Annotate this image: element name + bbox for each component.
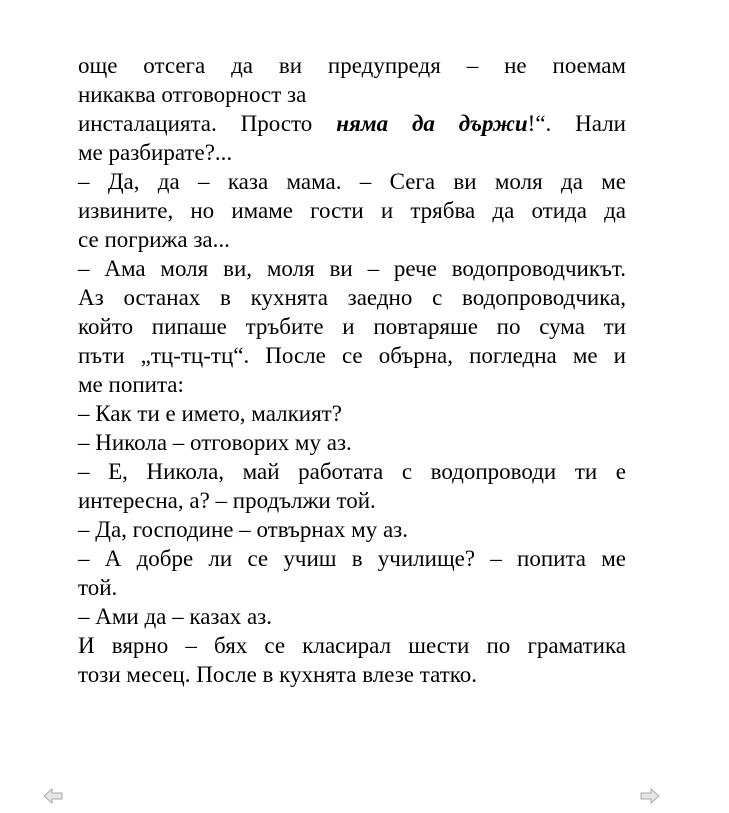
text-line-21: И вярно – бях се класирал шести по граматика [78, 633, 626, 658]
text-line-8: – Ама моля ви, моля ви – рече водопроводчикът. [78, 256, 626, 281]
text-line-6: извините, но имаме гости и трябва да отида да [78, 198, 626, 223]
text-line-20: – Ами да – казах аз. [78, 604, 273, 629]
text-line-12: ме попита: [78, 372, 184, 397]
text-line-4: ме разбирате?... [78, 140, 233, 165]
arrow-left-icon [43, 787, 63, 805]
text-line-5: – Да, да – каза мама. – Сега ви моля да ме [78, 169, 626, 194]
arrow-right-icon [640, 787, 660, 805]
text-line-1: още отсега да ви предупредя – не поемам [78, 53, 626, 78]
text-line-22: този месец. После в кухнята влезе татко. [78, 662, 478, 687]
text-line-3-start: инсталацията. Просто [78, 111, 337, 136]
text-line-18: – А добре ли се учиш в училище? – попита ме [78, 546, 626, 571]
text-line-3-end: !“. Нали [527, 111, 626, 136]
text-line-15: – Е, Никола, май работата с водопроводи ти е [78, 459, 626, 484]
previous-page-button[interactable] [43, 787, 63, 805]
text-line-2: никаква отговорност за [78, 82, 307, 107]
text-line-14: – Никола – отговорих му аз. [78, 430, 352, 455]
text-line-11: пъти „тц-тц-тц“. После се обърна, погледна ме и [78, 343, 626, 368]
text-line-7: се погрижа за... [78, 227, 230, 252]
text-line-19: той. [78, 575, 118, 600]
document-page [78, 51, 626, 689]
text-line-17: – Да, господине – отвърнах му аз. [78, 517, 409, 542]
next-page-button[interactable] [640, 787, 660, 805]
text-line-9: Аз останах в кухнята заедно с водопроводчика, [78, 285, 626, 310]
text-line-3 [78, 109, 626, 138]
emphasized-phrase: няма да държи [336, 111, 528, 136]
text-line-10: който пипаше тръбите и повтаряше по сума ти [78, 314, 626, 339]
text-line-16: интересна, а? – продължи той. [78, 488, 376, 513]
text-line-13: – Как ти е името, малкият? [78, 401, 342, 426]
